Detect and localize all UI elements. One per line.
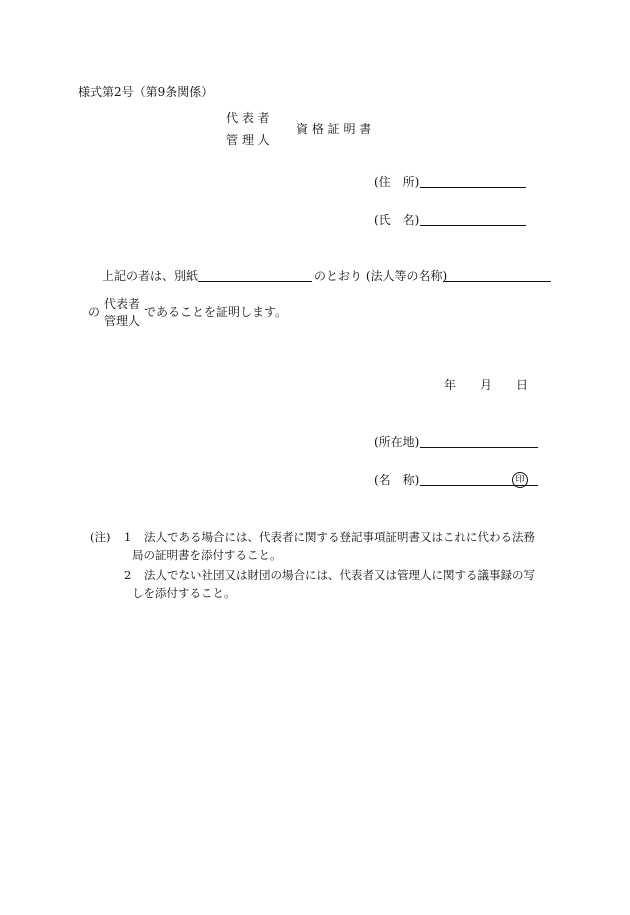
- date-month: 月: [480, 378, 493, 392]
- date-day: 日: [516, 378, 529, 392]
- note-2-line2: しを添付すること。: [132, 586, 236, 600]
- title-role-manager: 管 理 人: [226, 133, 270, 147]
- body-role-manager: 管理人: [104, 314, 141, 328]
- subject-address-label: (住 所): [374, 175, 420, 189]
- body-line2-suffix: であることを証明します。: [144, 305, 288, 319]
- subject-name-blank[interactable]: [420, 225, 526, 226]
- notes-label: (注): [90, 530, 111, 544]
- seal-icon: 印: [512, 472, 528, 488]
- form-number: 様式第2号（第9条関係）: [78, 85, 214, 99]
- document-title: 資 格 証 明 書: [296, 122, 372, 136]
- note-1-line1: 法人である場合には、代表者に関する登記事項証明書又はこれに代わる法務: [144, 530, 535, 544]
- body-role-representative: 代表者: [104, 297, 141, 311]
- date-year: 年: [444, 378, 457, 392]
- certifier-location-blank[interactable]: [420, 447, 538, 448]
- certifier-location-label: (所在地): [374, 435, 420, 449]
- subject-address-blank[interactable]: [420, 187, 526, 188]
- body-line2-prefix: の: [88, 305, 101, 319]
- note-1-number: 1: [124, 530, 132, 544]
- note-1-line2: 局の証明書を添付すること。: [132, 548, 282, 562]
- note-2-number: 2: [124, 568, 132, 582]
- organization-name-blank[interactable]: [443, 281, 551, 282]
- body-line1-middle: のとおり (法人等の名称): [314, 269, 448, 283]
- certifier-name-label: (名 称): [374, 473, 420, 487]
- body-line1-prefix: 上記の者は、別紙: [102, 269, 199, 283]
- title-role-representative: 代 表 者: [226, 111, 270, 125]
- attachment-blank[interactable]: [198, 281, 312, 282]
- subject-name-label: (氏 名): [374, 213, 420, 227]
- note-2-line1: 法人でない社団又は財団の場合には、代表者又は管理人に関する議事録の写: [144, 568, 535, 582]
